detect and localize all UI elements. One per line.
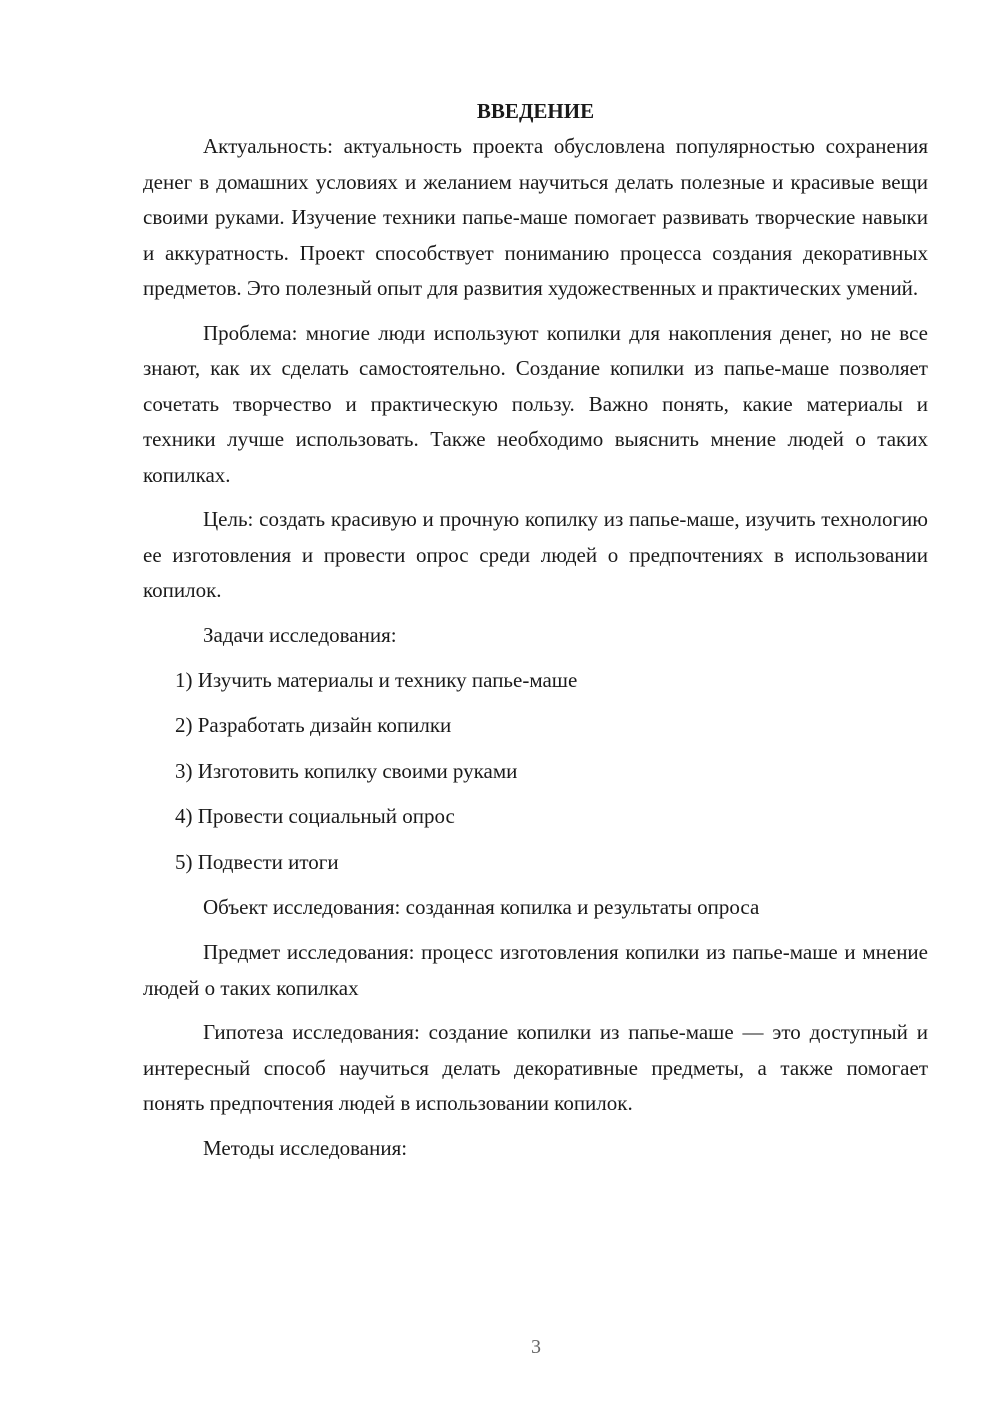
page-title: ВВЕДЕНИЕ: [476, 99, 595, 123]
problem-paragraph: Проблема: многие люди используют копилки для накопления денег, но не все знают, как их сделать самостоятельно. Создание копилки из папье-маше позволяет сочетать творчество и практическую пользу. Важно понять, какие материалы и техники лучше использовать. Также необходимо выяснить мнение людей о таких копилках.: [143, 320, 928, 487]
tasks-list: [143, 663, 928, 881]
task-item-2: 2) Разработать дизайн копилки: [175, 713, 452, 737]
task-item-4: 4) Провести социальный опрос: [175, 804, 455, 828]
relevance-paragraph: Актуальность: актуальность проекта обусловлена популярностью сохранения денег в домашних условиях и желанием научиться делать полезные и красивые вещи своими руками. Изучение техники папье-маше помогает развивать творческие навыки и аккуратность. Проект способствует пониманию процесса создания декоративных предметов. Это полезный опыт для развития художественных и практических умений.: [143, 134, 928, 300]
page-content: [143, 94, 928, 1176]
task-item-1: 1) Изучить материалы и технику папье-маше: [175, 667, 578, 692]
goal-paragraph: Цель: создать красивую и прочную копилку из папье-маше, изучить технологию ее изготовления и провести опрос среди людей о предпочтениях в использовании копилок.: [143, 507, 928, 602]
tasks-heading: Задачи исследования:: [203, 622, 397, 647]
hypothesis-paragraph: Гипотеза исследования: создание копилки из папье-маше — это доступный и интересный способ научиться делать декоративные предметы, а также помогает понять предпочтения людей в использовании копилок.: [143, 1020, 928, 1115]
page-number: 3: [531, 1336, 541, 1358]
subject-paragraph: Предмет исследования: процесс изготовления копилки из папье-маше и мнение людей о таких копилках: [143, 940, 928, 1000]
task-item-5: 5) Подвести итоги: [175, 849, 339, 874]
methods-heading: Методы исследования:: [203, 1135, 408, 1160]
object-paragraph: Объект исследования: созданная копилка и результаты опроса: [203, 895, 760, 919]
task-item-3: 3) Изготовить копилку своими руками: [175, 758, 518, 783]
